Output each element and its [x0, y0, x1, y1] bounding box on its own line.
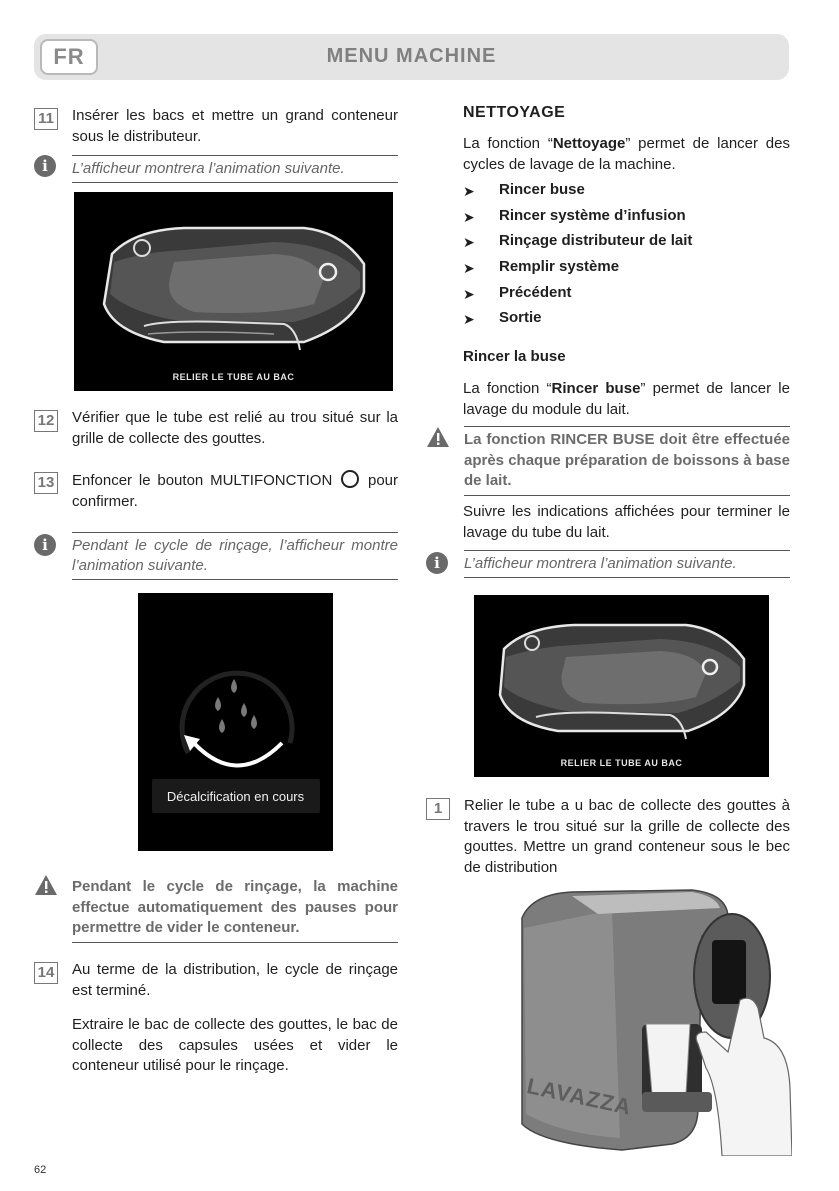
- step-text: Insérer les bacs et mettre un grand conteneur sous le distributeur.: [72, 107, 398, 145]
- step-14: [34, 960, 398, 1077]
- subsection-intro: La fonction “Rincer buse” permet de lancer le lavage du module du lait.: [463, 380, 790, 418]
- display-animation-image: [74, 192, 393, 391]
- menu-list: [463, 180, 790, 334]
- info-icon: i: [426, 552, 448, 574]
- image-caption: RELIER LE TUBE AU BAC: [172, 372, 295, 382]
- machine-logo: LAVAZZA: [524, 1073, 634, 1120]
- arrow-icon: ➤: [463, 260, 475, 277]
- step-12: [34, 408, 398, 449]
- subsection-title: Rincer la buse: [463, 348, 566, 365]
- warning-note: [426, 426, 790, 496]
- section-intro: La fonction “Nettoyage” permet de lancer des cycles de lavage de la machine.: [463, 135, 790, 173]
- step-11: [34, 106, 398, 147]
- multifunction-button-icon: [341, 470, 359, 488]
- note-text: Pendant le cycle de rinçage, l’afficheur montre l’animation suivante.: [72, 537, 398, 574]
- step-text: Relier le tube a u bac de collecte des gouttes à travers le trou situé sur la grille de collecte des gouttes. Mettre un grand conteneur sous le bec de distribution: [464, 797, 790, 876]
- warning-icon: [34, 874, 58, 896]
- step-number: 1: [426, 798, 450, 820]
- info-icon: i: [34, 155, 56, 177]
- drip-tray-illustration: [74, 192, 393, 391]
- info-note: [34, 155, 398, 183]
- list-item: ➤ Rincer buse: [463, 181, 585, 199]
- arrow-icon: ➤: [463, 234, 475, 251]
- language-badge: FR: [40, 39, 98, 75]
- note-text: L’afficheur montrera l’animation suivante.: [464, 555, 737, 572]
- list-item: ➤ Sortie: [463, 309, 542, 328]
- step-text: Au terme de la distribution, le cycle de rinçage est terminé.: [72, 961, 398, 999]
- arrow-icon: ➤: [463, 208, 475, 225]
- step-number: 13: [34, 472, 58, 494]
- page-header: [34, 34, 789, 80]
- arrow-icon: ➤: [463, 285, 475, 302]
- list-item: ➤ Remplir système: [463, 258, 620, 277]
- list-item: ➤ Précédent: [463, 283, 572, 302]
- warning-note: [34, 874, 398, 943]
- list-item: ➤ Rincer système d’infusion: [463, 206, 686, 225]
- step-number: 11: [34, 108, 58, 130]
- page-number: 62: [34, 1164, 47, 1176]
- step-number: 14: [34, 962, 58, 984]
- display-animation-image: [474, 595, 769, 777]
- warning-icon: [426, 426, 450, 448]
- section-title: NETTOYAGE: [463, 104, 566, 121]
- page-title: MENU MACHINE: [326, 45, 497, 67]
- coffee-machine-image: [502, 888, 792, 1156]
- step-text: Vérifier que le tube est relié au trou situé sur la grille de collecte des gouttes.: [72, 409, 398, 447]
- warning-text: Pendant le cycle de rinçage, la machine effectue automatiquement des pauses pour permettre de vider le conteneur.: [72, 878, 398, 936]
- info-note: [426, 550, 790, 578]
- arrow-icon: ➤: [463, 311, 475, 328]
- step-13: [34, 470, 398, 512]
- info-icon: i: [34, 534, 56, 556]
- info-note: [34, 532, 398, 580]
- note-text: L’afficheur montrera l’animation suivante.: [72, 160, 345, 177]
- image-caption: RELIER LE TUBE AU BAC: [560, 758, 683, 768]
- drip-tray-illustration: [474, 595, 769, 777]
- rinse-animation-image: [138, 593, 333, 851]
- warning-text: La fonction RINCER BUSE doit être effectuée après chaque préparation de boissons à base de lait.: [464, 431, 790, 489]
- status-text: Décalcification en cours: [166, 789, 305, 804]
- water-drops-illustration: [138, 593, 333, 851]
- step-text: Enfoncer le bouton MULTIFONCTION pour confirmer.: [72, 472, 399, 510]
- step-number: 12: [34, 410, 58, 432]
- follow-text: Suivre les indications affichées pour terminer le lavage du tube du lait.: [463, 503, 790, 541]
- arrow-icon: ➤: [463, 183, 475, 199]
- machine-illustration: [502, 888, 792, 1156]
- list-item: ➤ Rinçage distributeur de lait: [463, 232, 693, 251]
- step-extra-text: Extraire le bac de collecte des gouttes, le bac de collecte des capsules usées et vider le conteneur utilisé pour le rinçage.: [72, 1016, 398, 1074]
- step-1: [426, 796, 790, 878]
